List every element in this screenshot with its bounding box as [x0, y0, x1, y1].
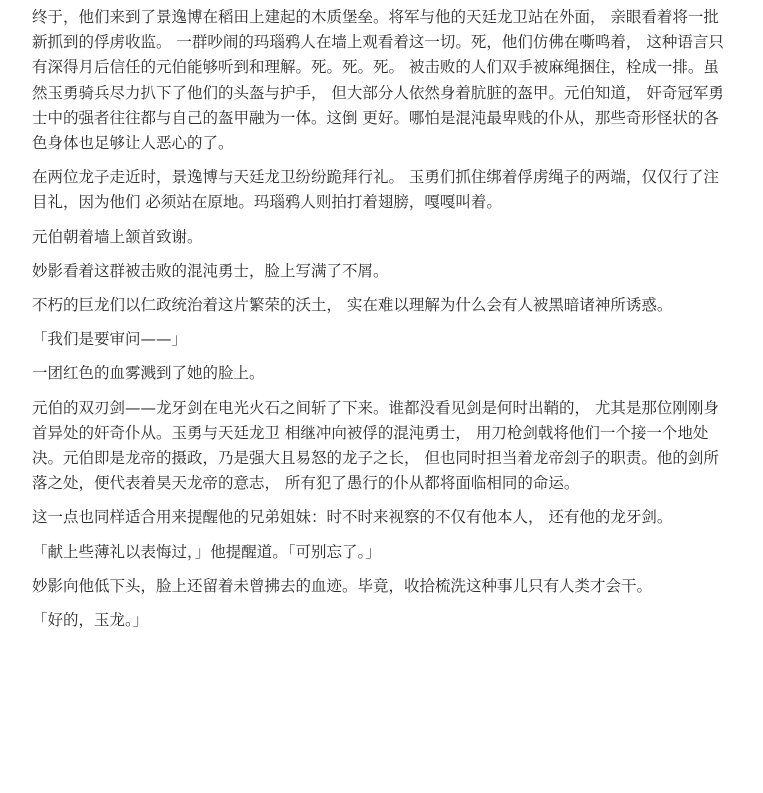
paragraph: 「我们是要审问——」 [32, 330, 188, 349]
paragraph: 「好的，玉龙。」 [32, 611, 149, 630]
paragraph: 这一点也同样适合用来提醒他的兄弟姐妹：时不时来视察的不仅有他本人， 还有他的龙牙剑。 [32, 508, 673, 527]
paragraph: 一团红色的血雾溅到了她的脸上。 [32, 364, 265, 383]
paragraph: 在两位龙子走近时，景逸博与天廷龙卫纷纷跪拜行礼。 玉勇们抓住绑着俘虏绳子的两端，仅仅行了注目礼，因为他们 必须站在原地。玛瑙鸦人则拍打着翅膀，嘎嘎叫着。 [32, 168, 719, 212]
paragraph: 妙影看着这群被击败的混沌勇士，脸上写满了不屑。 [32, 261, 389, 280]
paragraph: 元伯的双刃剑——龙牙剑在电光火石之间斩了下来。谁都没看见剑是何时出鞘的， 尤其是那位刚刚身首异处的奸奇仆从。玉勇与天廷龙卫 相继冲向被俘的混沌勇士， 用刀枪剑戟将他们一个接一个地处决。元伯即是龙帝的摄政，乃是强大且易怒的龙子之长， 但也同时担当着龙帝刽子的职责。他的剑所落之处，便代表着昊天龙帝的意志， 所有犯了愚行的仆从都将面临相同的命运。 [32, 398, 719, 493]
paragraph: 元伯朝着墙上颔首致谢。 [32, 227, 203, 246]
paragraph: 妙影向他低下头，脸上还留着未曾拂去的血迹。毕竟，收拾梳洗这种事儿只有人类才会干。 [32, 576, 653, 595]
paragraph: 终于，他们来到了景逸博在稻田上建起的木质堡垒。将军与他的天廷龙卫站在外面， 亲眼看着将一批新抓到的俘虏收监。 一群吵闹的玛瑙鸦人在墙上观看着这一切。死，他们仿佛在嘶鸣着， 这种语言只有深得月后信任的元伯能够听到和理解。死。死。死。 被击败的人们双手被麻绳捆住，栓成一排。虽然玉勇骑兵尽力扒下了他们的头盔与护手， 但大部分人依然身着肮脏的盔甲。元伯知道， 奸奇冠军勇士中的强者往往都与自己的盔甲融为一体。这倒 更好。哪怕是混沌最卑贱的仆从，那些奇形怪状的各色身体也足够让人恶心的了。 [32, 8, 724, 153]
paragraph: 不朽的巨龙们以仁政统治着这片繁荣的沃土， 实在难以理解为什么会有人被黑暗诸神所诱惑。 [32, 296, 673, 315]
paragraph: 「献上些薄礼以表悔过，」他提醒道。「可别忘了。」 [32, 542, 381, 561]
